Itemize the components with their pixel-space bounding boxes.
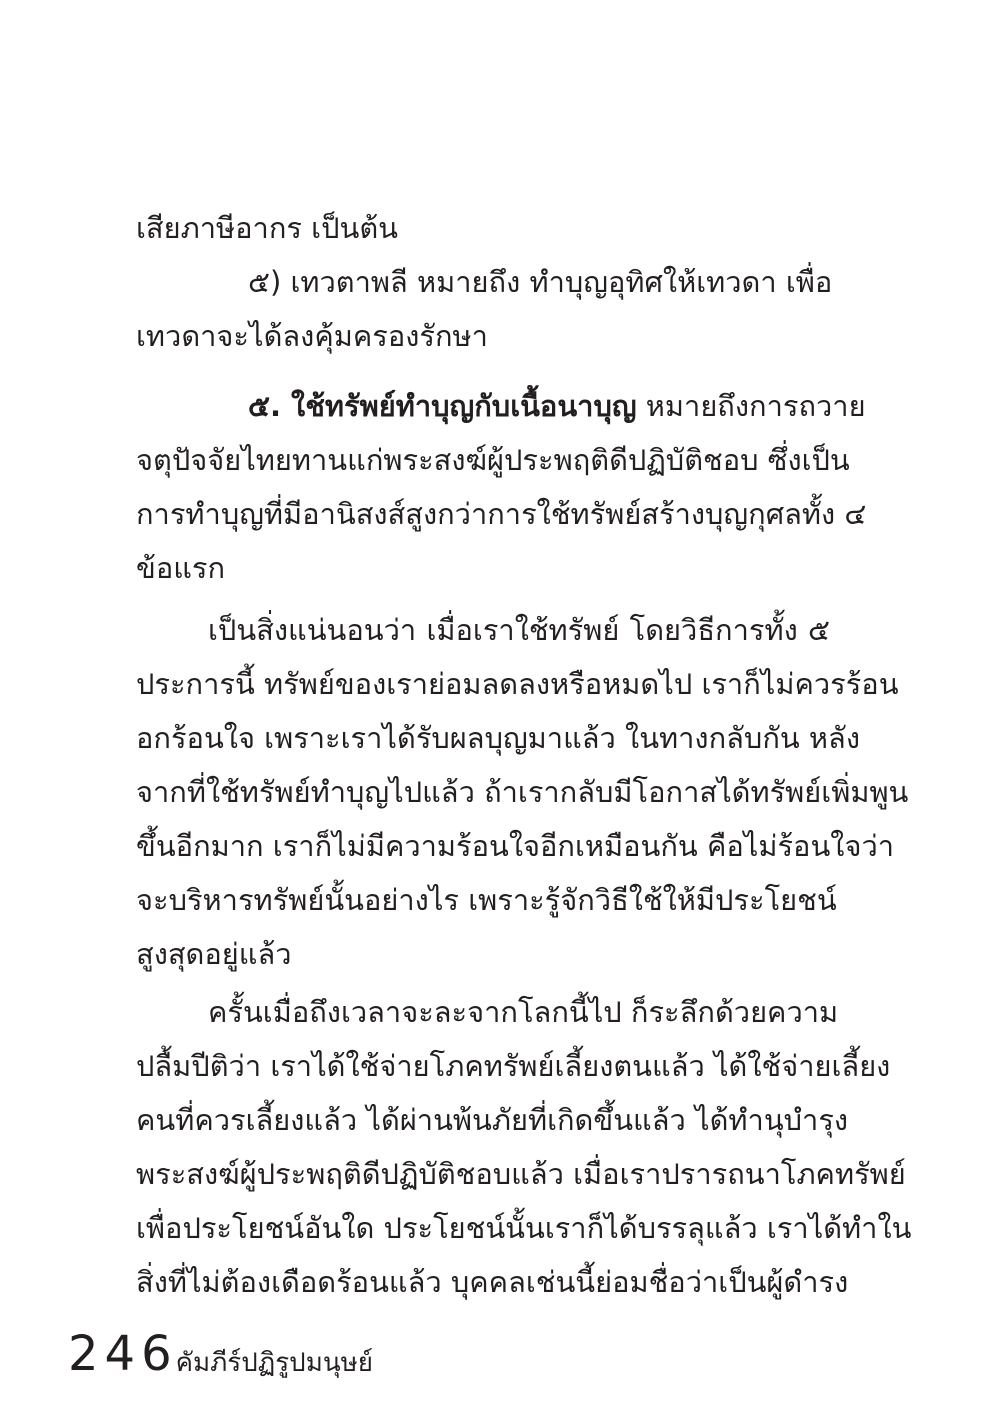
text-line: จตุปัจจัยไทยทานแก่พระสงฆ์ผู้ประพฤติดีปฏิบัติชอบ ซึ่งเป็น — [136, 443, 850, 477]
text-line: จากที่ใช้ทรัพย์ทำบุญไปแล้ว ถ้าเรากลับมีโอกาสได้ทรัพย์เพิ่มพูน — [136, 775, 909, 809]
page-number: 246 — [68, 1326, 178, 1382]
text-line: เสียภาษีอากร เป็นต้น — [136, 211, 398, 245]
text-line: สิ่งที่ไม่ต้องเดือดร้อนแล้ว บุคคลเช่นนี้ย่อมชื่อว่าเป็นผู้ดำรง — [136, 1265, 849, 1299]
text-line: ปลื้มปีติว่า เราได้ใช้จ่ายโภคทรัพย์เลี้ยงตนแล้ว ได้ใช้จ่ายเลี้ยง — [136, 1049, 891, 1083]
page-footer — [68, 1318, 373, 1382]
text-line: คนที่ควรเลี้ยงแล้ว ได้ผ่านพ้นภัยที่เกิดขึ้นแล้ว ได้ทำนุบำรุง — [136, 1103, 849, 1137]
text-line: ข้อแรก — [136, 551, 226, 585]
book-title: คัมภีร์ปฏิรูปมนุษย์ — [175, 1348, 373, 1378]
text-line: ครั้นเมื่อถึงเวลาจะละจากโลกนี้ไป ก็ระลึกด้วยความ — [208, 995, 839, 1029]
text-line: ๕) เทวตาพลี หมายถึง ทำบุญอุทิศให้เทวดา เพื่อ — [248, 265, 833, 299]
text-line: เพื่อประโยชน์อันใด ประโยชน์นั้นเราก็ได้บรรลุแล้ว เราได้ทำใน — [136, 1211, 912, 1245]
heading-continuation: หมายถึงการถวาย — [645, 389, 866, 423]
text-line: พระสงฆ์ผู้ประพฤติดีปฏิบัติชอบแล้ว เมื่อเราปรารถนาโภคทรัพย์ — [136, 1157, 906, 1191]
text-line: การทำบุญที่มีอานิสงส์สูงกว่าการใช้ทรัพย์สร้างบุญกุศลทั้ง ๔ — [136, 497, 867, 531]
text-line: ขึ้นอีกมาก เราก็ไม่มีความร้อนใจอีกเหมือนกัน คือไม่ร้อนใจว่า — [136, 829, 895, 863]
text-line: ประการนี้ ทรัพย์ของเราย่อมลดลงหรือหมดไป เราก็ไม่ควรร้อน — [136, 667, 899, 701]
text-line: เป็นสิ่งแน่นอนว่า เมื่อเราใช้ทรัพย์ โดยวิธีการทั้ง ๕ — [208, 613, 830, 647]
text-line: จะบริหารทรัพย์นั้นอย่างไร เพราะรู้จักวิธีใช้ให้มีประโยชน์ — [136, 883, 837, 917]
text-line: เทวดาจะได้ลงคุ้มครองรักษา — [136, 319, 488, 353]
section-heading: ๕. ใช้ทรัพย์ทำบุญกับเนื้อนาบุญ — [248, 389, 637, 423]
heading-line — [248, 378, 866, 434]
text-line: สูงสุดอยู่แล้ว — [136, 937, 292, 971]
text-line: อกร้อนใจ เพราะเราได้รับผลบุญมาแล้ว ในทางกลับกัน หลัง — [136, 721, 860, 755]
